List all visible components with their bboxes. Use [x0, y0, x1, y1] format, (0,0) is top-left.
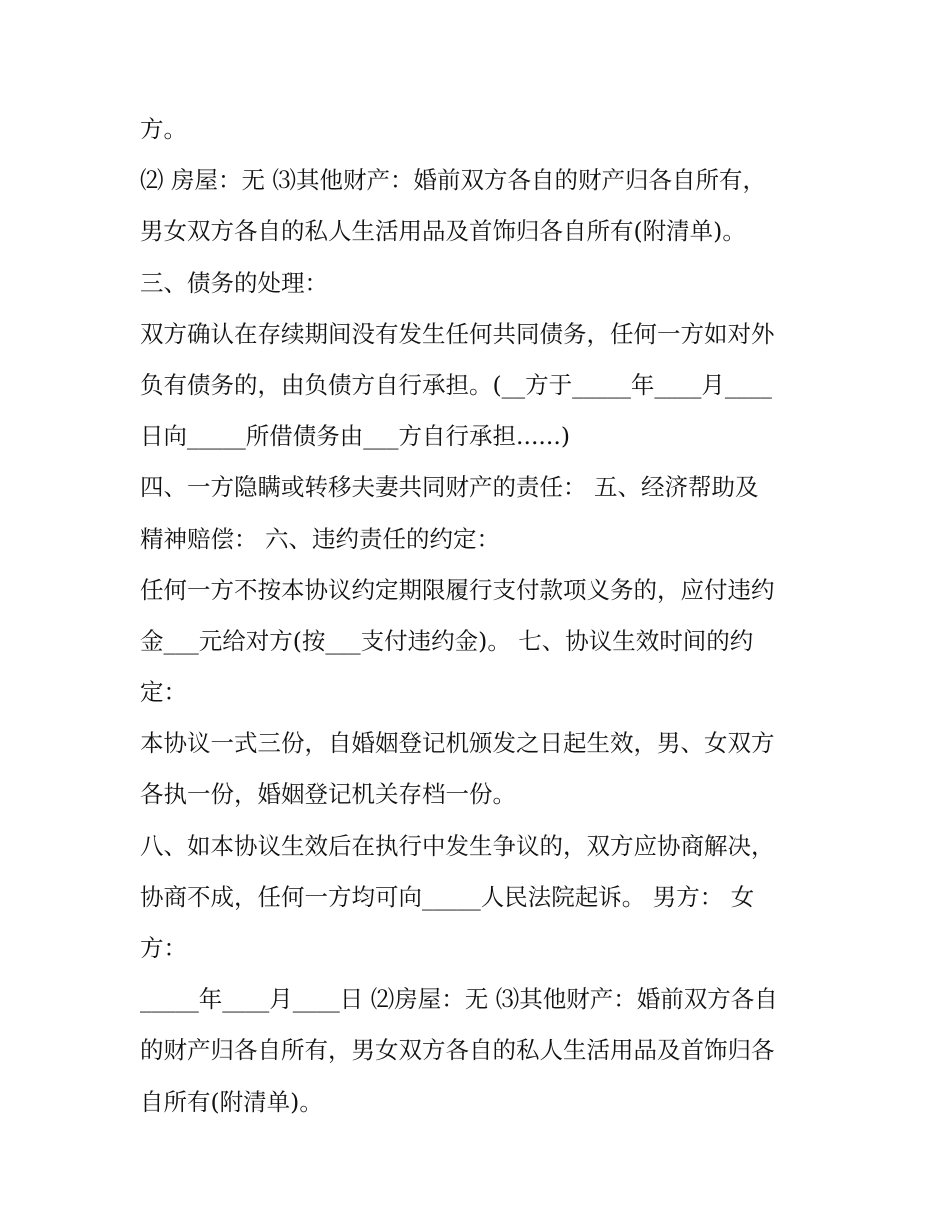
text-line: 任何一方不按本协议约定期限履行支付款项义务的，应付违约	[140, 575, 775, 604]
section-heading: 三、债务的处理：	[140, 268, 328, 297]
text-line: 负有债务的，由负债方自行承担。(__方于_____年____月____	[140, 370, 772, 399]
section-heading: 八、如本协议生效后在执行中发生争议的，双方应协商解决，	[140, 831, 775, 860]
document-body	[140, 104, 830, 1128]
text-line: 各执一份，婚姻登记机关存档一份。	[140, 780, 516, 809]
text-line: 本协议一式三份，自婚姻登记机颁发之日起生效，男、女双方	[140, 729, 775, 758]
text-line: _____年____月____日 ⑵房屋：无 ⑶其他财产：婚前双方各自	[140, 985, 778, 1014]
text-line: ⑵ 房屋：无 ⑶其他财产：婚前双方各自的财产归各自所有，	[140, 166, 766, 195]
text-line: 双方确认在存续期间没有发生任何共同债务，任何一方如对外	[140, 319, 775, 348]
text-line: 日向_____所借债务由___方自行承担......)	[140, 422, 570, 451]
text-line: 精神赔偿： 六、违约责任的约定：	[140, 524, 500, 553]
text-line: 自所有(附清单)。	[140, 1087, 323, 1116]
text-line: 方。	[140, 115, 187, 143]
text-line: 协商不成，任何一方均可向_____人民法院起诉。 男方： 女	[140, 882, 755, 911]
text-line: 男女双方各自的私人生活用品及首饰归各自所有(附清单)。	[140, 217, 746, 246]
text-line: 的财产归各自所有，男女双方各自的私人生活用品及首饰归各	[140, 1036, 775, 1065]
section-heading: 四、一方隐瞒或转移夫妻共同财产的责任： 五、经济帮助及	[140, 473, 759, 502]
text-line: 方：	[140, 934, 187, 962]
text-line: 金___元给对方(按___支付违约金)。 七、协议生效时间的约	[140, 626, 754, 655]
text-line: 定：	[140, 678, 187, 707]
